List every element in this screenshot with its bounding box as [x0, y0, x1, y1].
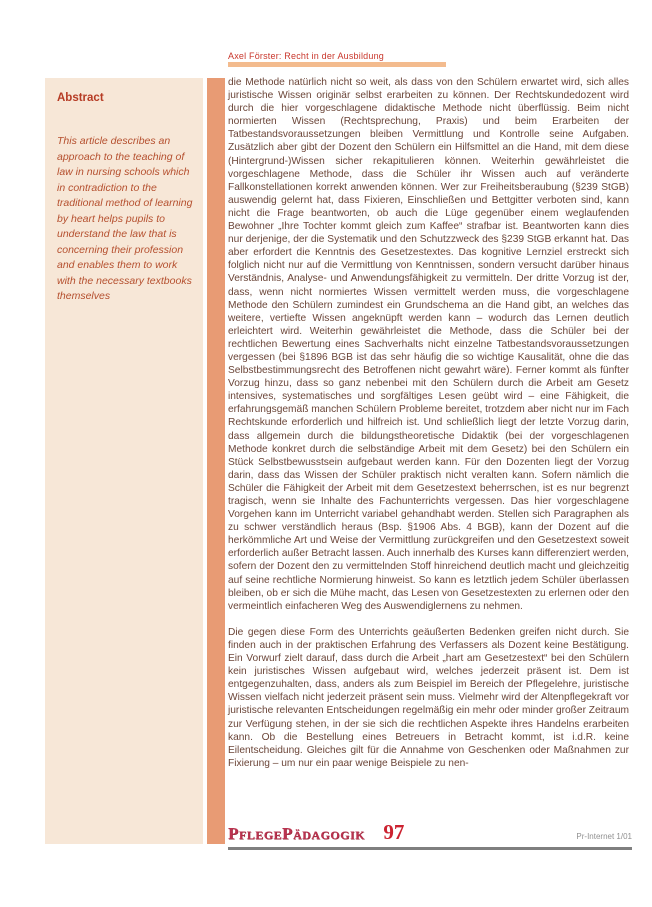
footer-rule [228, 847, 632, 850]
page-footer [228, 820, 632, 850]
article-body [228, 76, 629, 770]
sidebar-accent-bar [207, 78, 225, 844]
journal-section-logo: PflegePädagogik [228, 824, 365, 843]
abstract-sidebar [45, 78, 203, 844]
issue-label: Pr-Internet 1/01 [576, 832, 632, 841]
page-number: 97 [383, 820, 405, 844]
body-paragraph: die Methode natürlich nicht so weit, als dass von den Schülern erwartet wird, sich alles juristische Wissen originär selbst erarbeiten zu können. Der Rechtskundedozent wird durch die hier vorgeschlagene didaktische Methode nicht überflüssig. Beim nicht normierten Wissen (Rechtsprechung, Praxis) und beim Erarbeiten der Tatbestandsvoraussetzungen bleiben Vermittlung und Kontrolle seine Aufgaben. Zusätzlich aber gibt der Dozent den Schülern ein Hilfsmittel an die Hand, mit dem diese (Hintergrund-)Wissen sicher rekapitulieren können. Weiterhin gewährleistet die vorgeschlagene Methode, dass die Schüler ihr Wissen auch auf veränderte Fallkonstellationen korrekt anwenden können. Wer zur Freiheitsberaubung (§239 StGB) auswendig gelernt hat, dass Fixieren, Einschließen und Bettgitter verboten sind, kann nicht die Frage beantworten, ob auch die Lüge gegenüber einem weglaufenden Bewohner „Ihre Tochter kommt gleich zum Kaffee“ strafbar ist. Beantworten kann dies nur derjenige, der die Systematik und den Schutzzweck des §239 StGB erkannt hat. Das aber erfordert die Kenntnis des Gesetzestextes. Das kognitive Lernziel erstreckt sich folglich nicht nur auf die Vermittlung von Kenntnissen, sondern versucht darüber hinaus Verständnis, Analyse- und Anwendungsfähigkeit zu vermitteln. Der dritte Vorzug ist der, dass, wenn nicht normiertes Wissen vermittelt werden muss, die vorgeschlagene Methode den Schülern zumindest ein Grundschema an die Hand gibt, an welches das weitere, vertiefte Wissen angeknüpft werden kann – wodurch das Lernen deutlich erleichtert wird. Weiterhin gewährleistet die Methode, dass die Schüler bei der rechtlichen Bewertung eines Sachverhalts nicht einzelne Tatbestandsvoraussetzungen vergessen (bei §1896 BGB ist das sehr häufig die so wichtige Kausalität, ohne die das Selbstbestimmungsrecht des Betroffenen nicht gewahrt wäre). Ferner kommt als fünfter Vorzug hinzu, dass so ganz nebenbei mit den Schülern durch die Arbeit am Gesetz intensives, systematisches und sorgfältiges Lesen geübt wird – eine Fähigkeit, die erfahrungsgemäß manchen Schülern Probleme bereitet, trotzdem aber nicht nur im Fach Rechtskunde erforderlich und hilfreich ist. Und schließlich liegt der letzte Vorzug darin, dass allgemein durch die bildungstheoretische Didaktik (bei der vorgeschlagenen Methode konkret durch die selbständige Arbeit mit dem Gesetz) bei den Schülern ein Stück Selbstbewusstsein aufgebaut werden kann. Für den Dozenten liegt der Vorzug darin, dass das Wissen der Schüler praktisch nicht veralten kann. Sofern nämlich die Schüler die Fähigkeit der Arbeit mit dem Gesetzestext beherrschen, ist es nur begrenzt tragisch, wenn sie Inhalte des Fachunterrichts vergessen. Das hier vorgeschlagene Vorgehen kann im Unterricht variabel gehandhabt werden. Stellen sich Paragraphen als zu schwer verständlich heraus (Bsp. §1906 Abs. 4 BGB), kann der Dozent auf die herkömmliche Art und Weise der Vermittlung zurückgreifen und den Gesetzestext soweit erforderlich außer Betracht lassen. Auch innerhalb des Kurses kann differenziert werden, sofern der Dozent den zu vermittelnden Stoff hinreichend deutlich macht und gleichzeitig auf seine rechtliche Normierung hinweist. So kann es letztlich jedem Schüler überlassen bleiben, ob er sich die Mühe macht, das Lesen von Gesetzestexten zu erlernen oder den vermeintlich einfacheren Weg des Auswendiglernens zu nehmen. [228, 77, 629, 612]
footer-journal-section [228, 820, 404, 845]
body-paragraph: Die gegen diese Form des Unterrichts geäußerten Bedenken greifen nicht durch. Sie finden auch in der praktischen Erfahrung des Verfassers als Dozent keine Bestätigung. Ein Vorwurf zielt darauf, dass durch die Arbeit „hart am Gesetzestext“ bei den Schülern kein juristisches Wissen aufgebaut wird, welches jederzeit präsent ist. Dem ist entgegenzuhalten, dass, anders als zum Beispiel im Bereich der Pflegelehre, juristische Wissen vielfach nicht jederzeit präsent sein muss. Vielmehr wird der Altenpflegekraft vor juristische relevanten Entscheidungen regelmäßig ein mehr oder minder großer Zeitraum zur Verfügung stehen, in der sie sich die rechtlichen Aspekte ihres Handelns erarbeiten kann. Ob die Bestellung eines Betreuers in Betracht kommt, ist i.d.R. keine Eilentscheidung. Gleiches gilt für die Annahme von Geschenken oder Maßnahmen zur Fixierung – um nur ein paar wenige Beispiele zu nen- [228, 626, 629, 769]
running-head: Axel Förster: Recht in der Ausbildung [228, 51, 384, 61]
running-head-rule [228, 62, 446, 67]
abstract-heading: Abstract [57, 92, 104, 104]
abstract-text: This article describes an approach to the teaching of law in nursing schools which in contradiction to the traditional method of learning by heart helps pupils to understand the law that is concerning their profession and enables them to work with the necessary textbooks themselves [57, 135, 193, 302]
